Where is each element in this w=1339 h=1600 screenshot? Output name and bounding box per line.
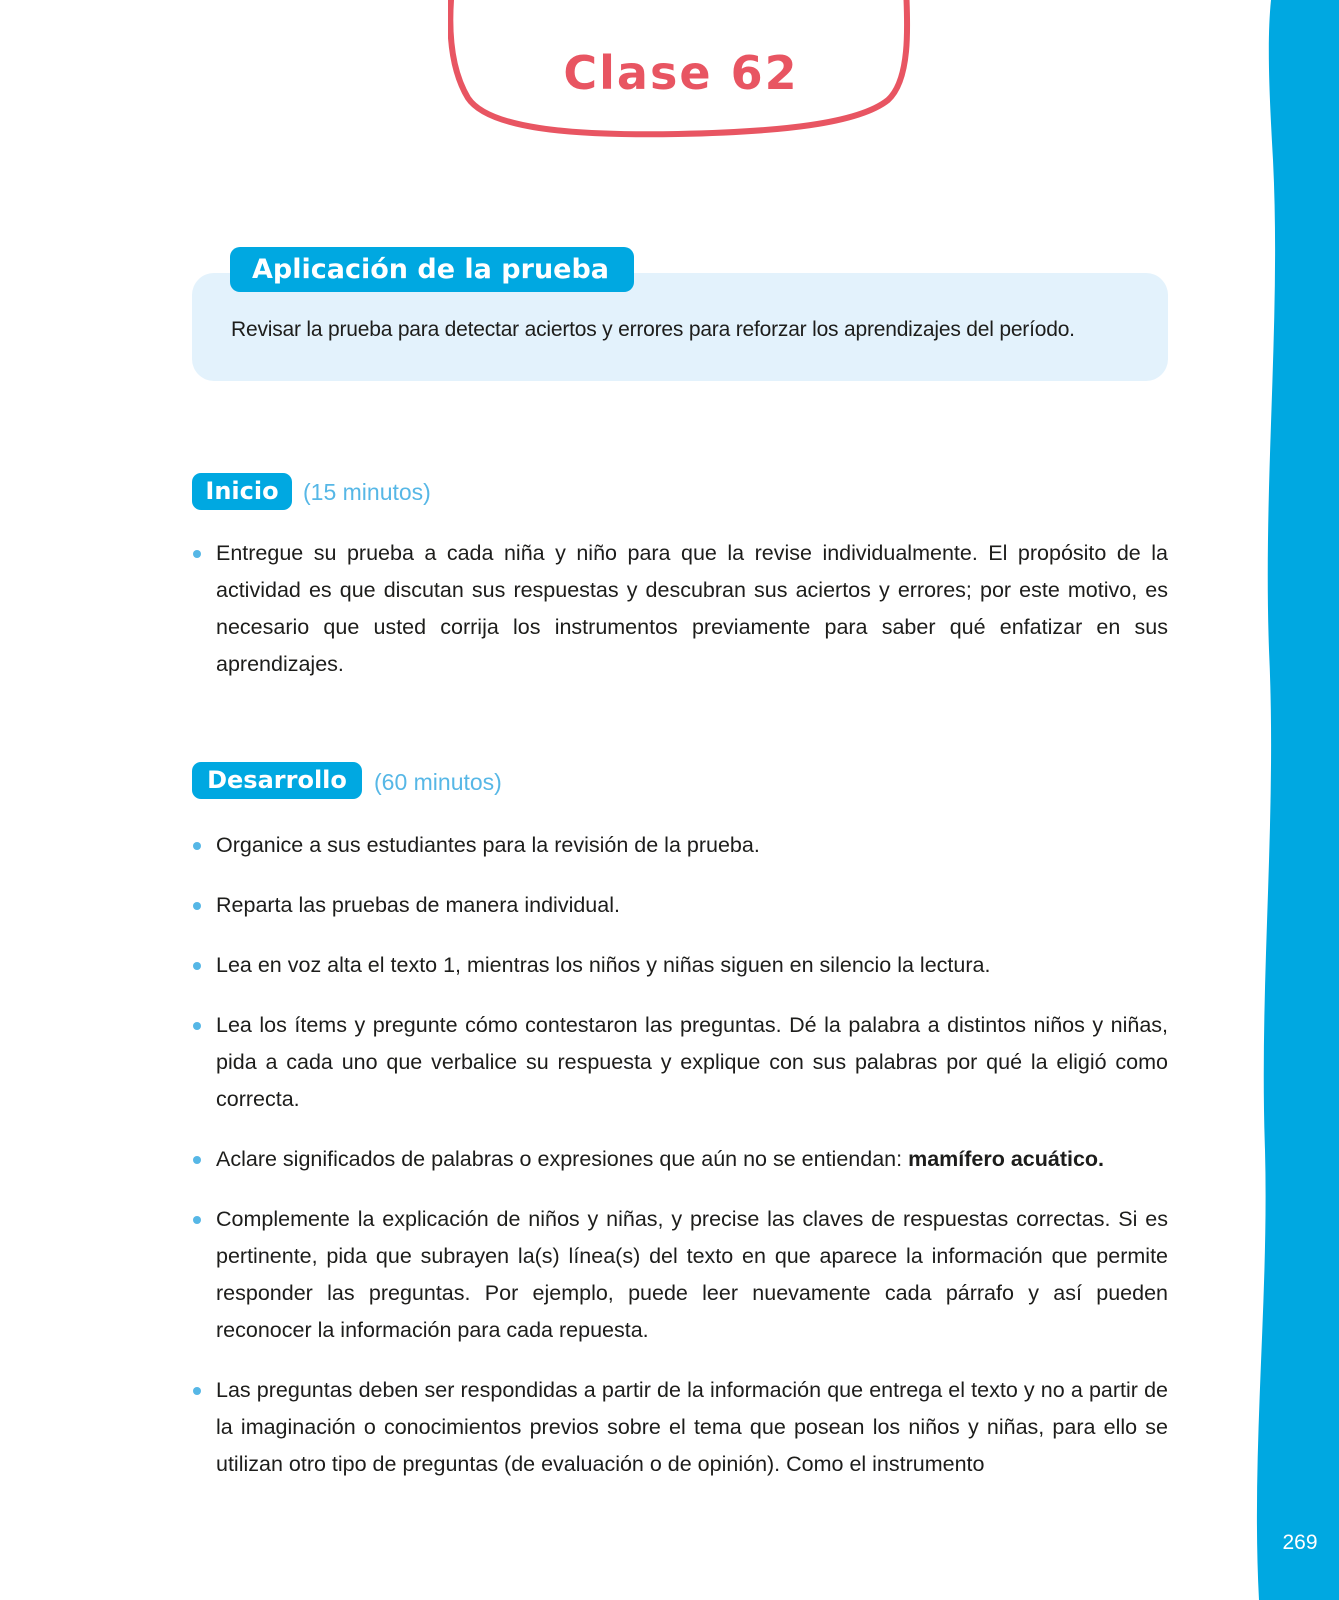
list-item: Las preguntas deben ser respondidas a partir de la información que entrega el texto y no a partir de la imaginación o conocimientos previos sobre el tema que posean los niños y niñas, para ello se utilizan otro tipo de preguntas (de evaluación o de opinión). Como el instrumento (192, 1372, 1168, 1483)
list-item: Reparta las pruebas de manera individual. (192, 887, 1168, 924)
desarrollo-tag: Desarrollo (192, 762, 362, 799)
emphasized-term: mamífero acuático. (908, 1147, 1105, 1171)
list-item: Entregue su prueba a cada niña y niño para que la revise individualmente. El propósito de la actividad es que discutan sus respuestas y descubran sus aciertos y errores; por este motivo, es necesario que usted corrija los instrumentos previamente para saber qué enfatizar en sus aprendizajes. (192, 535, 1168, 683)
page-number: 269 (1282, 1531, 1318, 1554)
class-title: Clase 62 (563, 46, 799, 100)
desarrollo-time: (60 minutos) (374, 769, 502, 795)
list-item: Lea los ítems y pregunte cómo contestaron las preguntas. Dé la palabra a distintos niños y niñas, pida a cada uno que verbalice su respuesta y explique con sus palabras por qué la eligió como correcta. (192, 1007, 1168, 1118)
inicio-tag: Inicio (192, 473, 292, 510)
inicio-time: (15 minutos) (303, 479, 431, 505)
desarrollo-list (192, 827, 1168, 1483)
inicio-list (192, 535, 1168, 683)
list-item: Organice a sus estudiantes para la revisión de la prueba. (192, 827, 1168, 864)
list-item: Lea en voz alta el texto 1, mientras los niños y niñas siguen en silencio la lectura. (192, 947, 1168, 984)
list-item-text: Aclare significados de palabras o expresiones que aún no se entiendan: (216, 1147, 903, 1171)
list-item: Complemente la explicación de niños y niñas, y precise las claves de respuestas correctas. Si es pertinente, pida que subrayen la(s) línea(s) del texto en que aparece la información que permite responder las preguntas. Por ejemplo, puede leer nuevamente cada párrafo y así pueden reconocer la información para cada repuesta. (192, 1201, 1168, 1349)
list-item (192, 1141, 1168, 1178)
side-color-band (1229, 0, 1339, 1600)
objective-text: Revisar la prueba para detectar aciertos y errores para reforzar los aprendizajes del período. (231, 318, 1075, 341)
objective-tag: Aplicación de la prueba (230, 247, 634, 292)
